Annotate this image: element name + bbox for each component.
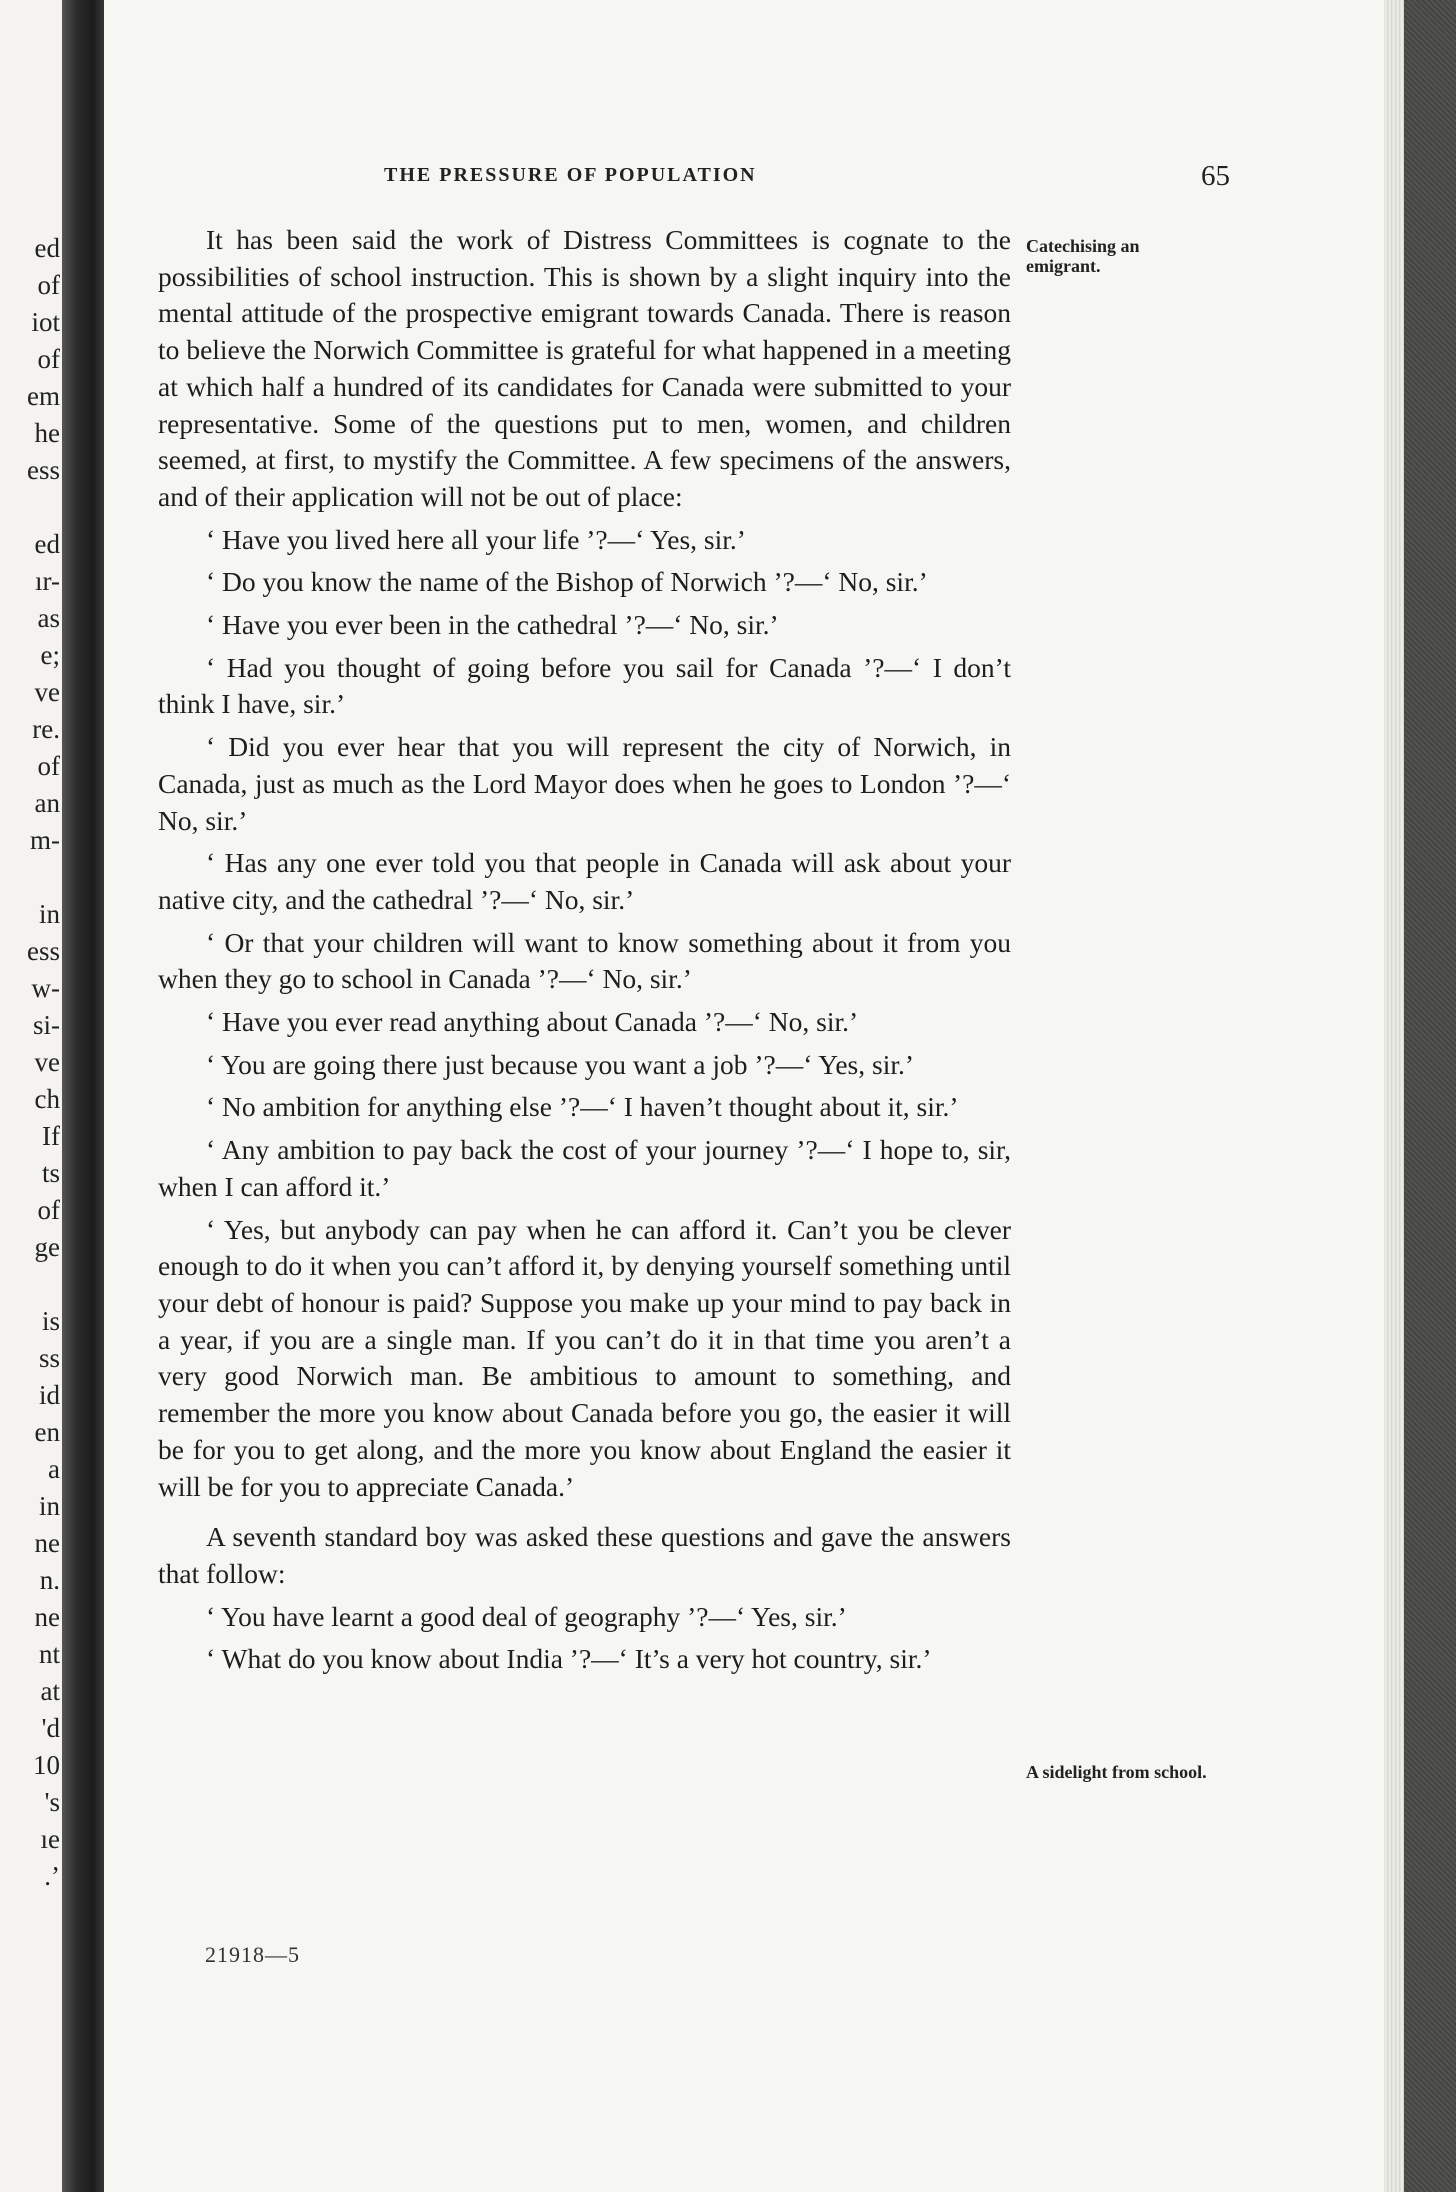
previous-page-fragment <box>27 859 60 896</box>
previous-page-fragment: ch <box>34 1084 60 1114</box>
previous-page-fragment: an <box>34 788 60 818</box>
paragraph: ‘ Have you ever read anything about Canada ’?—‘ No, sir.’ <box>206 1006 859 1038</box>
previous-page-fragment: id <box>38 1380 60 1410</box>
previous-page-fragment: ed <box>34 233 60 263</box>
previous-page-fragment: ts <box>41 1158 60 1188</box>
previous-page-text-fragments <box>27 230 60 1895</box>
previous-page-fragment: en <box>34 1417 60 1447</box>
paragraph: ‘ What do you know about India ’?—‘ It’s a very hot country, sir.’ <box>206 1643 932 1675</box>
previous-page-fragment: of <box>37 270 60 300</box>
paragraph: ‘ Did you ever hear that you will represent the city of Norwich, in Canada, just as much as the Lord Mayor does when he goes to London ’?—‘ No, sir.’ <box>158 731 1011 836</box>
paragraph: ‘ You are going there just because you want a job ’?—‘ Yes, sir.’ <box>206 1048 915 1080</box>
body-text <box>158 222 1011 1684</box>
previous-page-fragment <box>27 489 60 526</box>
paragraph: ‘ Had you thought of going before you sail for Canada ’?—‘ I don’t think I have, sir.’ <box>158 651 1011 720</box>
previous-page-fragment: ess <box>27 936 60 966</box>
previous-page-fragment: ve <box>34 677 60 707</box>
previous-page-fragment: em <box>27 381 60 411</box>
previous-page-fragment: w- <box>31 973 60 1003</box>
page-number: 65 <box>1201 160 1230 192</box>
previous-page-fragment: as <box>37 603 60 633</box>
paragraph: ‘ Yes, but anybody can pay when he can afford it. Can’t you be clever enough to do it when you can’t afford it, by denying yourself something until your debt of honour is paid? Suppose you make up your mind to pay back in a year, if you are a single man. If you can’t do it in that time you aren’t a very good Norwich man. Be ambitious to amount to something, and remember the more you know about Canada before you go, the easier it will be for you to get along, and the more you know about England the easier it will be for you to appreciate Canada.’ <box>158 1213 1011 1502</box>
paragraph: ‘ You have learnt a good deal of geography ’?—‘ Yes, sir.’ <box>206 1600 847 1632</box>
paragraph: A seventh standard boy was asked these questions and gave the answers that follow: <box>158 1521 1011 1589</box>
previous-page-fragment: he <box>34 418 60 448</box>
printer-signature: 21918—5 <box>205 1942 300 1967</box>
previous-page-fragment: 10 <box>33 1750 60 1780</box>
previous-page-fragment: of <box>37 344 60 374</box>
page-edges <box>1384 0 1404 2192</box>
paragraph: ‘ Has any one ever told you that people in Canada will ask about your native city, and the cathedral ’?—‘ No, sir.’ <box>158 847 1011 915</box>
paragraph: ‘ Have you ever been in the cathedral ’?—‘ No, sir.’ <box>206 609 779 641</box>
previous-page-fragment: nt <box>38 1639 60 1669</box>
previous-page-fragment: in <box>38 899 60 929</box>
previous-page-fragment: a <box>48 1454 60 1484</box>
previous-page-fragment: m- <box>30 825 60 855</box>
previous-page-fragment: si- <box>33 1010 60 1040</box>
sidenote-sidelight: A sidelight from school. <box>1026 1762 1207 1782</box>
previous-page-fragment: ır- <box>35 566 60 596</box>
previous-page-fragment: ve <box>34 1047 60 1077</box>
previous-page-fragment: .’ <box>44 1861 60 1891</box>
previous-page-fragment: n. <box>39 1565 60 1595</box>
running-head: THE PRESSURE OF POPULATION <box>384 164 757 186</box>
paragraph: ‘ Do you know the name of the Bishop of Norwich ’?—‘ No, sir.’ <box>206 566 928 598</box>
previous-page-fragment: in <box>38 1491 60 1521</box>
paragraph: ‘ Any ambition to pay back the cost of your journey ’?—‘ I hope to, sir, when I can afford it.’ <box>158 1134 1011 1202</box>
paragraph: ‘ No ambition for anything else ’?—‘ I haven’t thought about it, sir.’ <box>206 1091 959 1123</box>
previous-page-fragment: ge <box>34 1232 60 1262</box>
previous-page-fragment <box>27 1266 60 1303</box>
page-header <box>104 160 1244 200</box>
previous-page-fragment: ne <box>34 1528 60 1558</box>
book-gutter <box>62 0 106 2192</box>
paragraph: It has been said the work of Distress Committees is cognate to the possibilities of school instruction. This is shown by a slight inquiry into the mental attitude of the prospective emigrant towards Canada. There is reason to believe the Norwich Committee is grateful for what happened in a meeting at which half a hundred of its candidates for Canada were submitted to your representative. Some of the questions put to men, women, and children seemed, at first, to mystify the Committee. A few specimens of the answers, and of their application will not be out of place: <box>158 224 1011 512</box>
paragraph: ‘ Have you lived here all your life ’?—‘ Yes, sir.’ <box>206 523 746 555</box>
previous-page-fragment: is <box>41 1306 60 1336</box>
previous-page-fragment: ss <box>38 1343 60 1373</box>
previous-page-fragment: ess <box>27 455 60 485</box>
previous-page-fragment: ne <box>34 1602 60 1632</box>
previous-page-fragment: 's <box>44 1787 60 1817</box>
sidenote-catechising: Catechising an emigrant. <box>1026 236 1140 276</box>
previous-page-fragment: of <box>37 751 60 781</box>
previous-page-fragment: re. <box>32 714 60 744</box>
previous-page-fragment: e; <box>40 640 60 670</box>
previous-page-fragment: ıe <box>40 1824 60 1854</box>
previous-page-fragment: at <box>40 1676 60 1706</box>
previous-page-fragment: 'd <box>41 1713 60 1743</box>
paragraph: ‘ Or that your children will want to know something about it from you when they go to school in Canada ’?—‘ No, sir.’ <box>158 926 1011 995</box>
previous-page-fragment: of <box>37 1195 60 1225</box>
previous-page-fragment: iot <box>31 307 60 337</box>
previous-page-fragment: If <box>42 1121 60 1151</box>
previous-page-edge <box>0 0 62 2192</box>
previous-page-fragment: ed <box>34 529 60 559</box>
book-cover <box>1404 0 1456 2192</box>
